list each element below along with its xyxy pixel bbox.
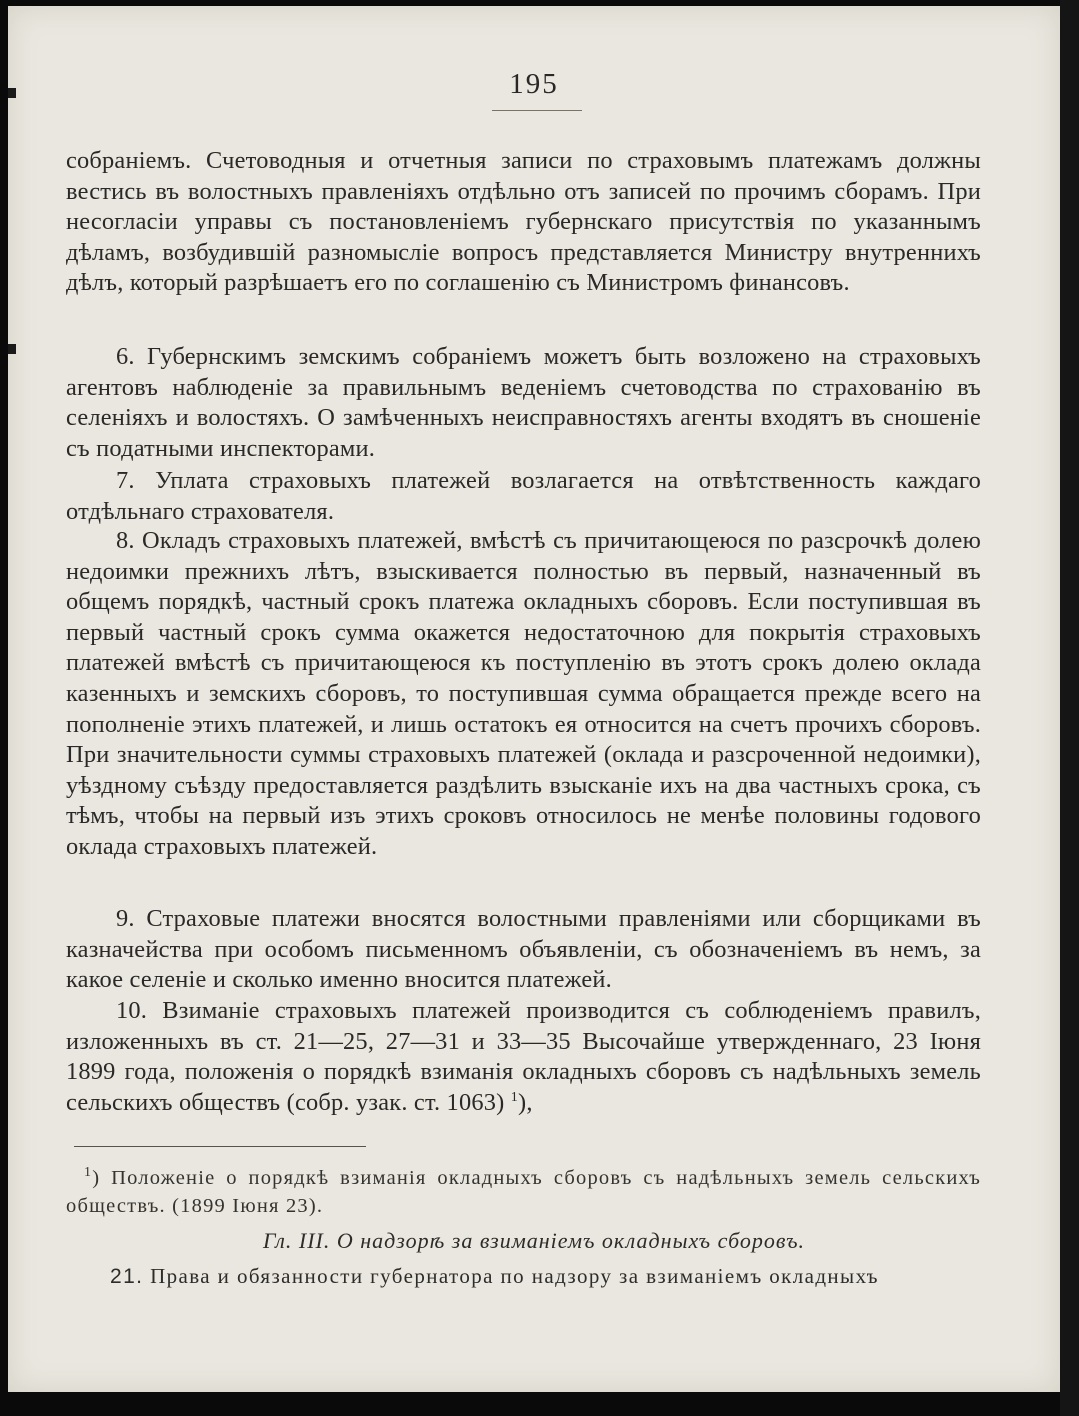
paragraph-6: 6. Губернскимъ земскимъ собраніемъ можетъ быть возложено на страховыхъ агентовъ наблюденіе за правильнымъ веденіемъ счетоводства по страхованію въ селеніяхъ и волостяхъ. О замѣченныхъ неисправностяхъ агенты входятъ въ сношеніе съ податными инспекторами. bbox=[66, 343, 981, 462]
paragraph-9: 9. Страховые платежи вносятся волостными правленіями или сборщиками въ казначейства при особомъ письменномъ объявленіи, съ обозначеніемъ въ немъ, за какое селеніе и сколько именно вносится платежей. bbox=[66, 905, 981, 994]
page-number-rule bbox=[492, 110, 582, 111]
paragraph-7: 7. Уплата страховыхъ платежей возлагается на отвѣтственность каждаго отдѣльнаго страхователя. bbox=[66, 467, 981, 525]
paragraph-8: 8. Окладъ страховыхъ платежей, вмѣстѣ съ причитающеюся по разсрочкѣ долею недоимки прежнихъ лѣтъ, взыскивается полностью въ первый, назначенный въ общемъ порядкѣ, частный срокъ платежа окладныхъ сборовъ. Если поступившая въ первый частный срокъ сумма окажется недостаточною для покрытія страховыхъ платежей вмѣстѣ съ причитающеюся къ поступленію въ этотъ срокъ долею оклада казенныхъ и земскихъ сборовъ, то поступившая сумма обращается прежде всего на пополненіе этихъ платежей, и лишь остатокъ ея относится на счетъ прочихъ сборовъ. При значительности суммы страховыхъ платежей (оклада и разсроченной недоимки), уѣздному съѣзду предоставляется раздѣлить взысканіе ихъ на два частныхъ срока, съ тѣмъ, чтобы на первый изъ этихъ сроковъ относилось не менѣе половины годового оклада страховыхъ платежей. bbox=[66, 527, 981, 860]
paragraph-10-tail: , bbox=[526, 1088, 533, 1116]
footnote-1: $^1$) Положеніе о порядкѣ взиманія окладныхъ сборовъ съ надѣльныхъ земель сельскихъ обществъ. (1899 Іюня 23). bbox=[66, 1165, 981, 1217]
body-text bbox=[66, 996, 981, 1118]
footnote-reference[interactable]: 1 bbox=[510, 1089, 518, 1105]
scan-border bbox=[1060, 0, 1079, 1416]
article-21-start bbox=[110, 1264, 980, 1289]
paragraph-continued: собраніемъ. Счетоводныя и отчетныя записи по страховымъ платежамъ должны вестись въ волостныхъ правленіяхъ отдѣльно отъ записей по прочимъ сборамъ. При несогласіи управы съ постановленіемъ губернскаго присутствія по указаннымъ дѣламъ, возбудившій разномысліе вопросъ представляется Министру внутреннихъ дѣлъ, который разрѣшаетъ его по соглашенію съ Министромъ финансовъ. bbox=[66, 147, 981, 297]
footnote-mark: 1 bbox=[84, 1165, 93, 1181]
page-edge-mark bbox=[8, 344, 16, 354]
footnote-text: Положеніе о порядкѣ взиманія окладныхъ сборовъ съ надѣльныхъ земель сельскихъ обществъ. (1899 Іюня 23). bbox=[66, 1167, 981, 1217]
chapter-heading: Гл. III. О надзорѣ за взиманіемъ окладныхъ сборовъ. bbox=[262, 1228, 806, 1253]
body-text bbox=[66, 526, 981, 863]
article-number: 21. bbox=[110, 1265, 144, 1288]
book-page bbox=[8, 6, 1060, 1392]
body-text bbox=[66, 904, 981, 996]
body-text bbox=[66, 466, 981, 527]
body-text bbox=[66, 342, 981, 464]
page-number: 195 bbox=[509, 68, 559, 100]
paragraph-10-text: 10. Взиманіе страховыхъ платежей производится съ соблюденіемъ правилъ, изложенныхъ въ ст. 21—25, 27—31 и 33—35 Высочайше утвержденнаго, 23 Іюня 1899 года, положенія о порядкѣ взиманія окладныхъ сборовъ съ надѣльныхъ земель сельскихъ обществъ (собр. узак. ст. 1063) bbox=[66, 997, 981, 1116]
footnote-separator bbox=[74, 1146, 366, 1147]
body-text bbox=[66, 146, 981, 299]
footnotes bbox=[66, 1164, 981, 1220]
article-21-text: Права и обязанности губернатора по надзору за взиманіемъ окладныхъ bbox=[150, 1264, 879, 1288]
paragraph-10: 10. Взиманіе страховыхъ платежей производится съ соблюденіемъ правилъ, изложенныхъ въ ст. 21—25, 27—31 и 33—35 Высочайше утвержденнаго, 23 Іюня 1899 года, положенія о порядкѣ взиманія окладныхъ сборовъ съ надѣльныхъ земель сельскихъ обществъ (собр. узак. ст. 1063) $^1$), bbox=[66, 997, 981, 1116]
